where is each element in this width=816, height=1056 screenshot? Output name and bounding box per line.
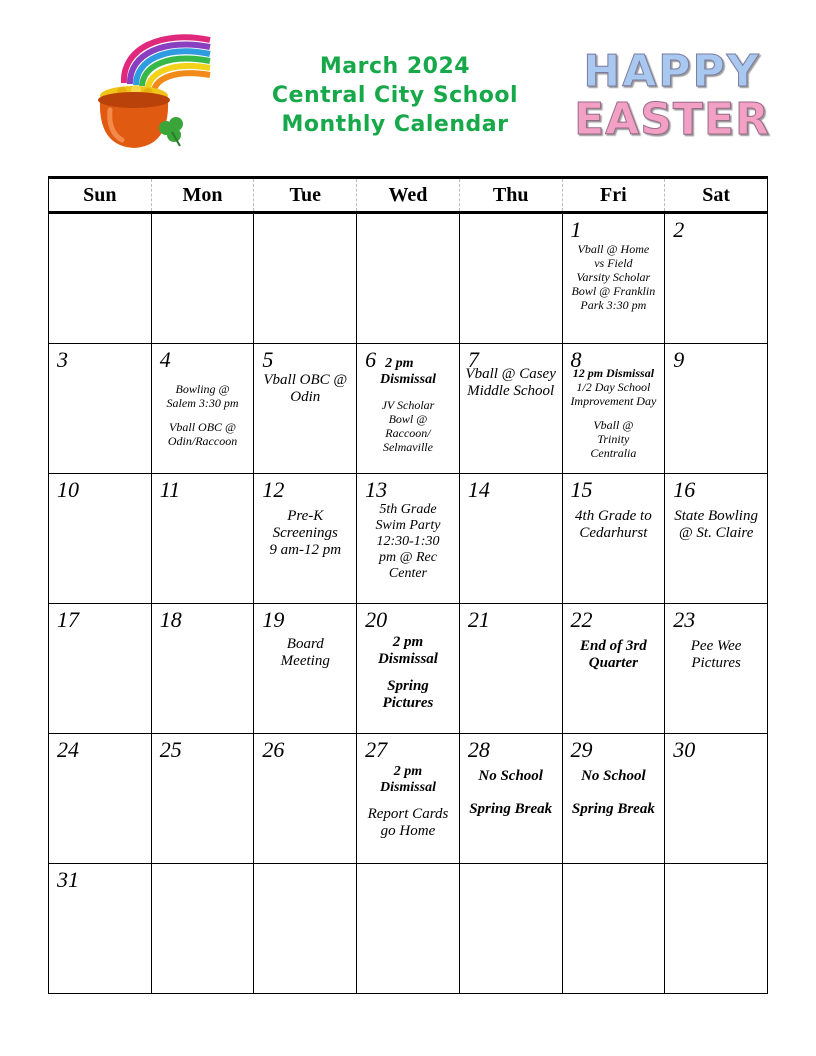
day-cell-17 [49,604,152,734]
day-number: 4 [159,347,171,372]
weekday-sat: Sat [665,178,768,213]
title-line-1: March 2024 [319,54,471,79]
empty-day-cell [254,213,357,344]
day-cell-26 [254,734,357,864]
day-event: Spring Break [571,801,655,817]
day-cell-23 [665,604,768,734]
day-number: 30 [673,737,696,762]
day-event: Bowling @ Salem 3:30 pm [166,382,239,410]
day-event: Spring Pictures [382,678,434,711]
day-cell-19 [254,604,357,734]
empty-day-cell [459,213,562,344]
day-cell-9 [665,344,768,474]
day-number: 11 [159,477,181,502]
day-event: Vball OBC @ Odin [263,372,348,405]
pot-of-gold-rainbow-icon [92,28,222,153]
day-number: 3 [57,347,68,372]
day-event: 2 pm [385,356,414,371]
day-cell-29 [562,734,665,864]
empty-day-cell [459,864,562,994]
day-number: 14 [467,477,490,502]
weekday-fri: Fri [562,178,665,213]
day-cell-18 [151,604,254,734]
day-cell-27 [357,734,460,864]
day-cell-25 [151,734,254,864]
day-number: 24 [57,737,79,762]
day-number: 29 [570,737,593,762]
day-number: 2 [673,217,685,242]
day-event: JV Scholar Bowl @ Raccoon/ Selmaville [381,398,435,454]
day-number: 31 [57,867,79,892]
day-number: 21 [467,607,490,632]
day-number: 26 [262,737,285,762]
day-event: End of 3rd Quarter [580,638,647,671]
day-number: 8 [570,347,582,372]
day-number: 16 [673,477,696,502]
day-event: Vball @ Casey Middle School [465,366,556,399]
empty-day-cell [151,213,254,344]
day-cell-6 [357,344,460,474]
day-event: Vball OBC @ Odin/Raccoon [167,420,238,448]
day-event: Report Cards go Home [367,806,449,839]
day-cell-20 [357,604,460,734]
day-cell-7 [459,344,562,474]
day-event: State Bowling @ St. Claire [674,508,758,541]
day-event: Vball @ Trinity Centralia [590,418,637,460]
week-row [49,344,768,474]
day-event: Vball @ Home vs Field [577,242,650,270]
empty-day-cell [562,864,665,994]
day-number: 25 [159,737,182,762]
day-cell-1 [562,213,665,344]
day-cell-5 [254,344,357,474]
day-event: Varsity Scholar Bowl @ Franklin Park 3:30 pm [571,270,656,312]
day-event: Spring Break [469,801,553,817]
title-line-3: Monthly Calendar [281,112,509,137]
day-cell-11 [151,474,254,604]
day-event: Board Meeting [280,636,330,669]
week-row [49,864,768,994]
day-number: 28 [467,737,490,762]
day-number: 22 [570,607,593,632]
day-event: 5th Grade Swim Party 12:30-1:30 pm @ Rec Center [375,502,441,581]
day-cell-2 [665,213,768,344]
day-cell-31 [49,864,152,994]
page-title [210,52,580,139]
day-number: 5 [262,347,274,372]
day-number: 12 [262,477,285,502]
empty-day-cell [49,213,152,344]
day-cell-3 [49,344,152,474]
week-row [49,734,768,864]
day-event: 4th Grade to Cedarhurst [575,508,652,541]
day-cell-15 [562,474,665,604]
weekday-wed: Wed [357,178,460,213]
day-event: Pee Wee Pictures [690,638,742,671]
day-number: 9 [673,347,685,372]
easter-text: EASTER [574,94,770,142]
empty-day-cell [357,213,460,344]
happy-easter-icon [572,44,772,142]
weekday-header-row [49,178,768,213]
day-event: 2 pm Dismissal [377,634,438,667]
day-number: 7 [467,347,479,372]
day-cell-8 [562,344,665,474]
day-event: 12 pm Dismissal [572,366,655,380]
day-number: 23 [673,607,696,632]
day-cell-4 [151,344,254,474]
day-cell-24 [49,734,152,864]
weekday-thu: Thu [459,178,562,213]
day-number: 18 [159,607,182,632]
happy-text: HAPPY [583,46,761,97]
day-cell-28 [459,734,562,864]
day-number: 20 [365,607,388,632]
title-line-2: Central City School [271,83,519,108]
empty-day-cell [254,864,357,994]
day-number: 6 [365,347,377,372]
day-cell-16 [665,474,768,604]
weekday-sun: Sun [49,178,152,213]
day-cell-30 [665,734,768,864]
day-cell-13 [357,474,460,604]
weekday-mon: Mon [151,178,254,213]
day-number: 27 [365,737,388,762]
day-event: Pre-K Screenings 9 am-12 pm [269,508,342,558]
day-event: 1/2 Day School Improvement Day [570,380,657,408]
day-event: No School [581,768,646,784]
day-cell-10 [49,474,152,604]
empty-day-cell [357,864,460,994]
empty-day-cell [665,864,768,994]
week-row [49,213,768,344]
day-number: 19 [262,607,285,632]
day-number: 1 [570,217,582,242]
day-cell-21 [459,604,562,734]
day-cell-14 [459,474,562,604]
day-event: No School [478,768,543,784]
empty-day-cell [151,864,254,994]
day-event: Dismissal [379,372,436,387]
calendar-grid [48,176,768,994]
week-row [49,474,768,604]
day-number: 10 [57,477,79,502]
day-number: 17 [57,607,79,632]
week-row [49,604,768,734]
day-cell-12 [254,474,357,604]
day-number: 13 [365,477,388,502]
day-cell-22 [562,604,665,734]
weekday-tue: Tue [254,178,357,213]
day-number: 15 [570,477,593,502]
day-event: 2 pm Dismissal [379,764,436,795]
